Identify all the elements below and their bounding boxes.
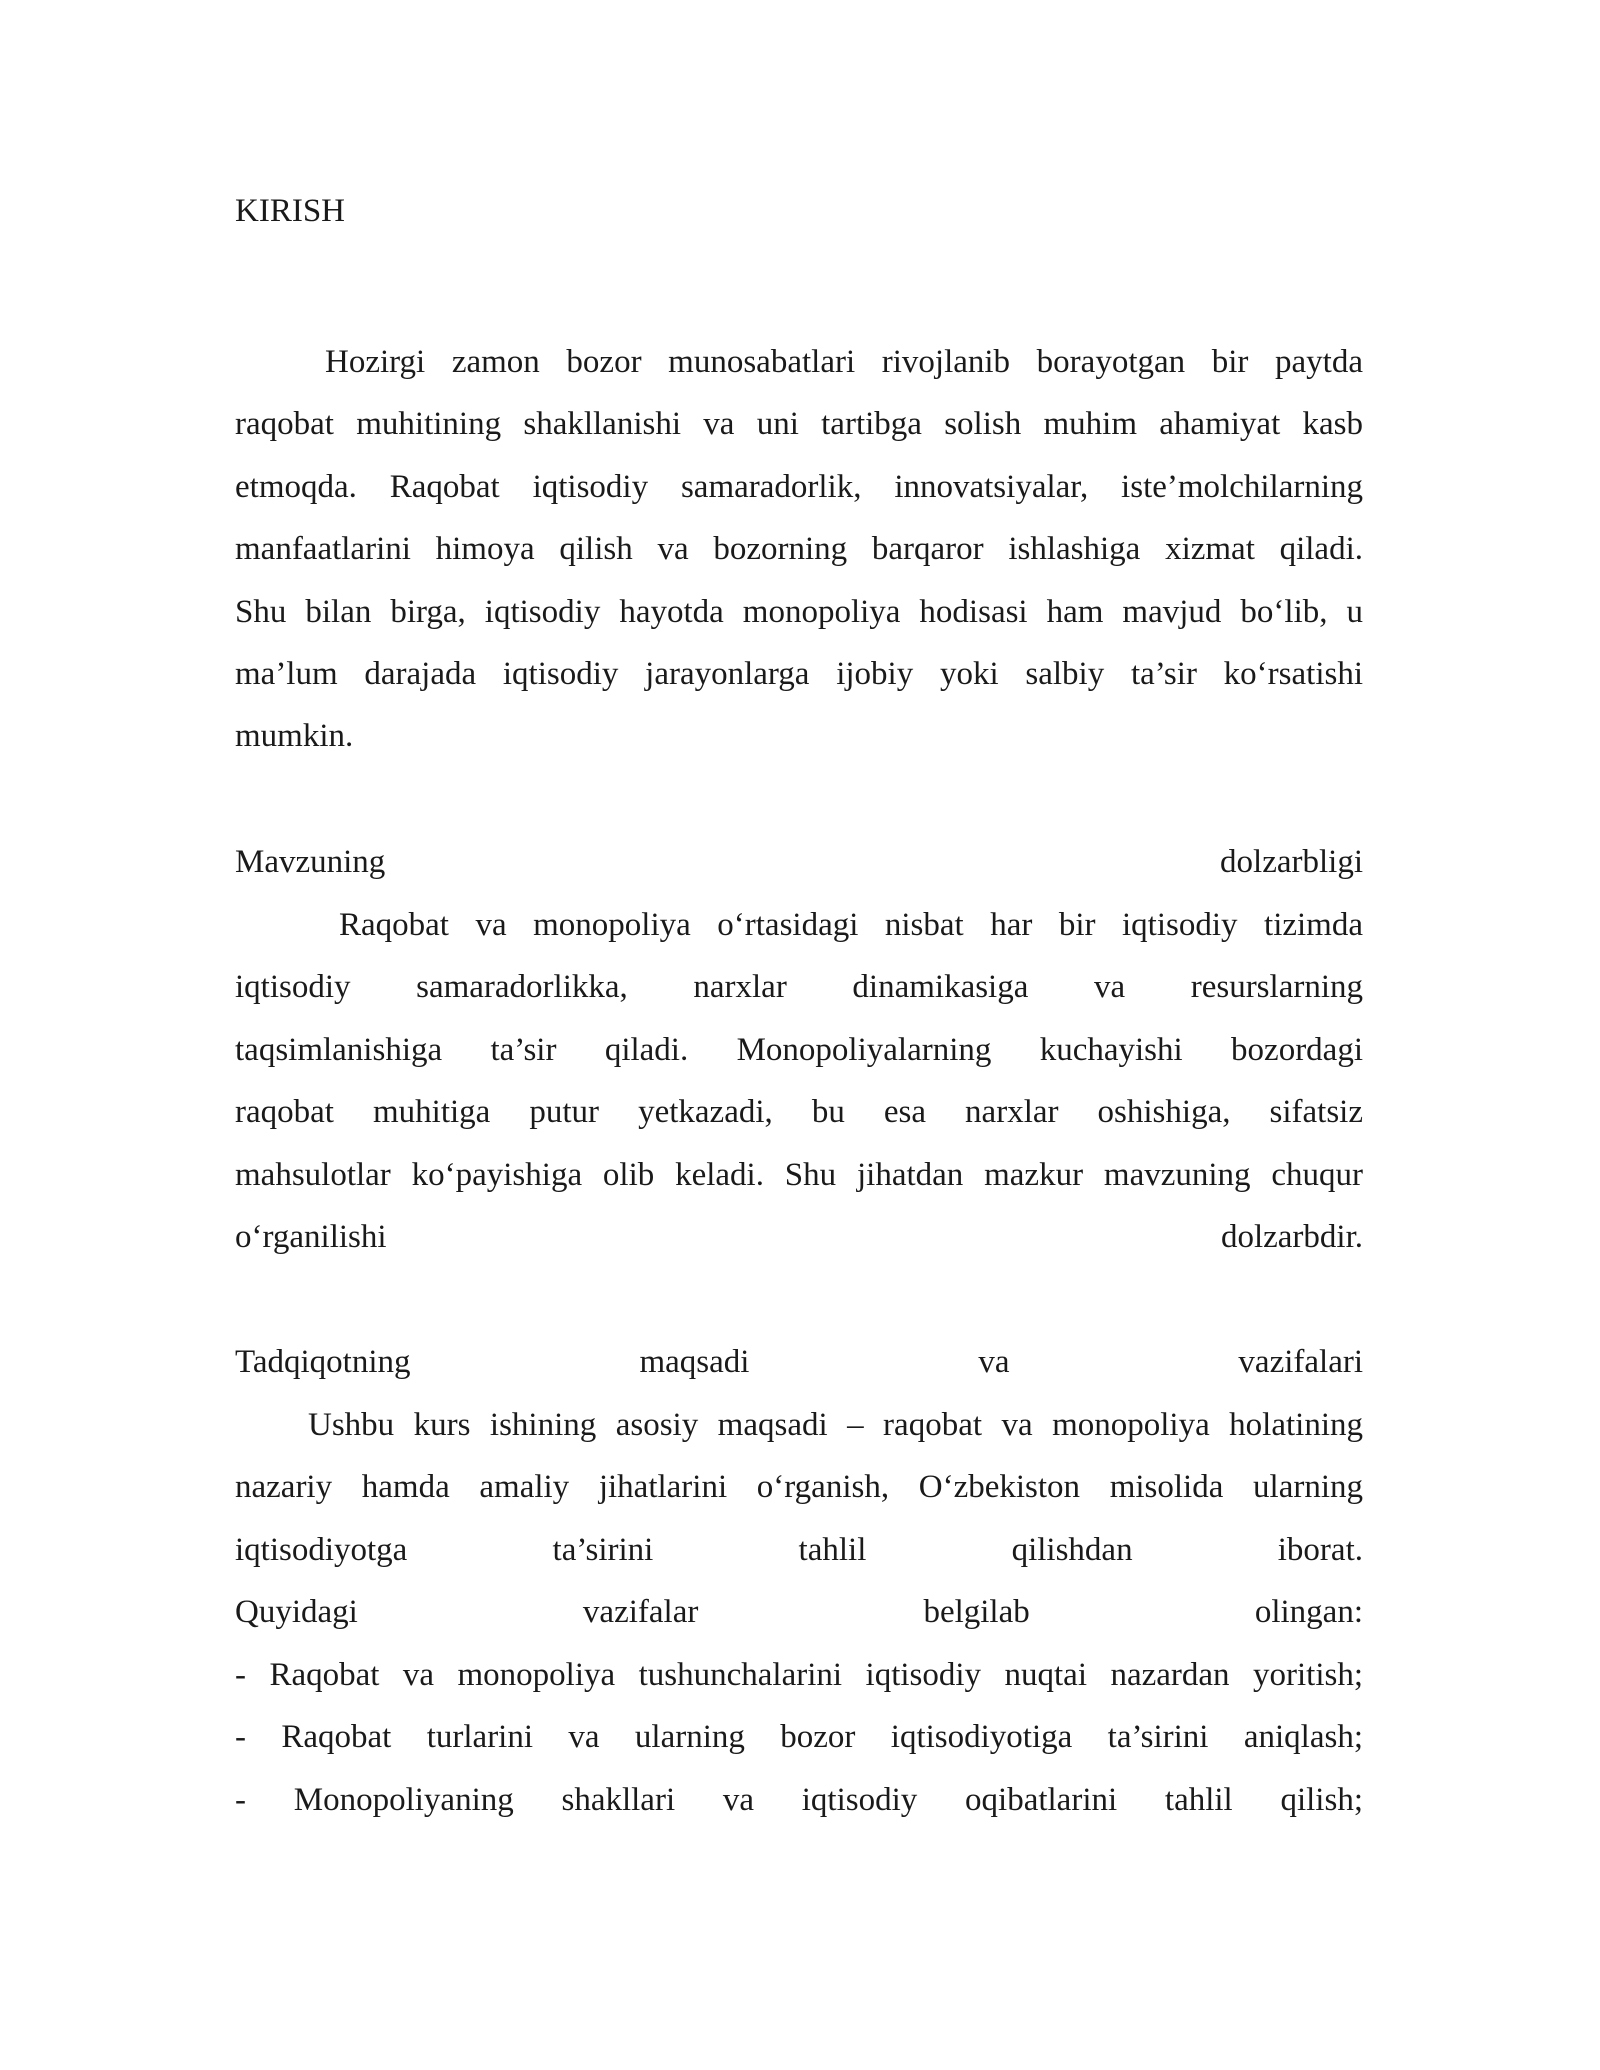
- paragraph-line: o‘rganilishi dolzarbdir.: [235, 1219, 1363, 1255]
- paragraph-line: Quyidagi vazifalar belgilab olingan:: [235, 1594, 1363, 1630]
- paragraph-line: manfaatlarini himoya qilish va bozorning barqaror ishlashiga xizmat qiladi.: [235, 531, 1363, 567]
- section-heading-relevance: Mavzuning dolzarbligi: [235, 844, 1363, 880]
- paragraph-line: etmoqda. Raqobat iqtisodiy samaradorlik, innovatsiyalar, iste’molchilarning: [235, 469, 1363, 505]
- list-item: - Raqobat turlarini va ularning bozor iqtisodiyotiga ta’sirini aniqlash;: [235, 1719, 1363, 1755]
- section-heading-goals: Tadqiqotning maqsadi va vazifalari: [235, 1344, 1363, 1380]
- paragraph-line: raqobat muhitining shakllanishi va uni tartibga solish muhim ahamiyat kasb: [235, 406, 1363, 442]
- paragraph-line: Ushbu kurs ishining asosiy maqsadi – raqobat va monopoliya holatining: [308, 1407, 1363, 1443]
- paragraph-line: mahsulotlar ko‘payishiga olib keladi. Shu jihatdan mazkur mavzuning chuqur: [235, 1157, 1363, 1193]
- paragraph-line: Shu bilan birga, iqtisodiy hayotda monopoliya hodisasi ham mavjud bo‘lib, u: [235, 594, 1363, 630]
- paragraph-line: mumkin.: [235, 718, 354, 754]
- paragraph-line: taqsimlanishiga ta’sir qiladi. Monopoliyalarning kuchayishi bozordagi: [235, 1032, 1363, 1068]
- paragraph-line: iqtisodiy samaradorlikka, narxlar dinamikasiga va resurslarning: [235, 969, 1363, 1005]
- paragraph-line: nazariy hamda amaliy jihatlarini o‘rganish, O‘zbekiston misolida ularning: [235, 1469, 1363, 1505]
- paragraph-line: iqtisodiyotga ta’sirini tahlil qilishdan iborat.: [235, 1532, 1363, 1568]
- document-heading: KIRISH: [235, 193, 346, 229]
- paragraph-line: ma’lum darajada iqtisodiy jarayonlarga ijobiy yoki salbiy ta’sir ko‘rsatishi: [235, 656, 1363, 692]
- paragraph-line: Raqobat va monopoliya o‘rtasidagi nisbat har bir iqtisodiy tizimda: [339, 907, 1363, 943]
- paragraph-line: raqobat muhitiga putur yetkazadi, bu esa narxlar oshishiga, sifatsiz: [235, 1094, 1363, 1130]
- paragraph-line: Hozirgi zamon bozor munosabatlari rivojlanib borayotgan bir paytda: [325, 344, 1363, 380]
- list-item: - Raqobat va monopoliya tushunchalarini iqtisodiy nuqtai nazardan yoritish;: [235, 1657, 1363, 1693]
- list-item: - Monopoliyaning shakllari va iqtisodiy oqibatlarini tahlil qilish;: [235, 1782, 1363, 1818]
